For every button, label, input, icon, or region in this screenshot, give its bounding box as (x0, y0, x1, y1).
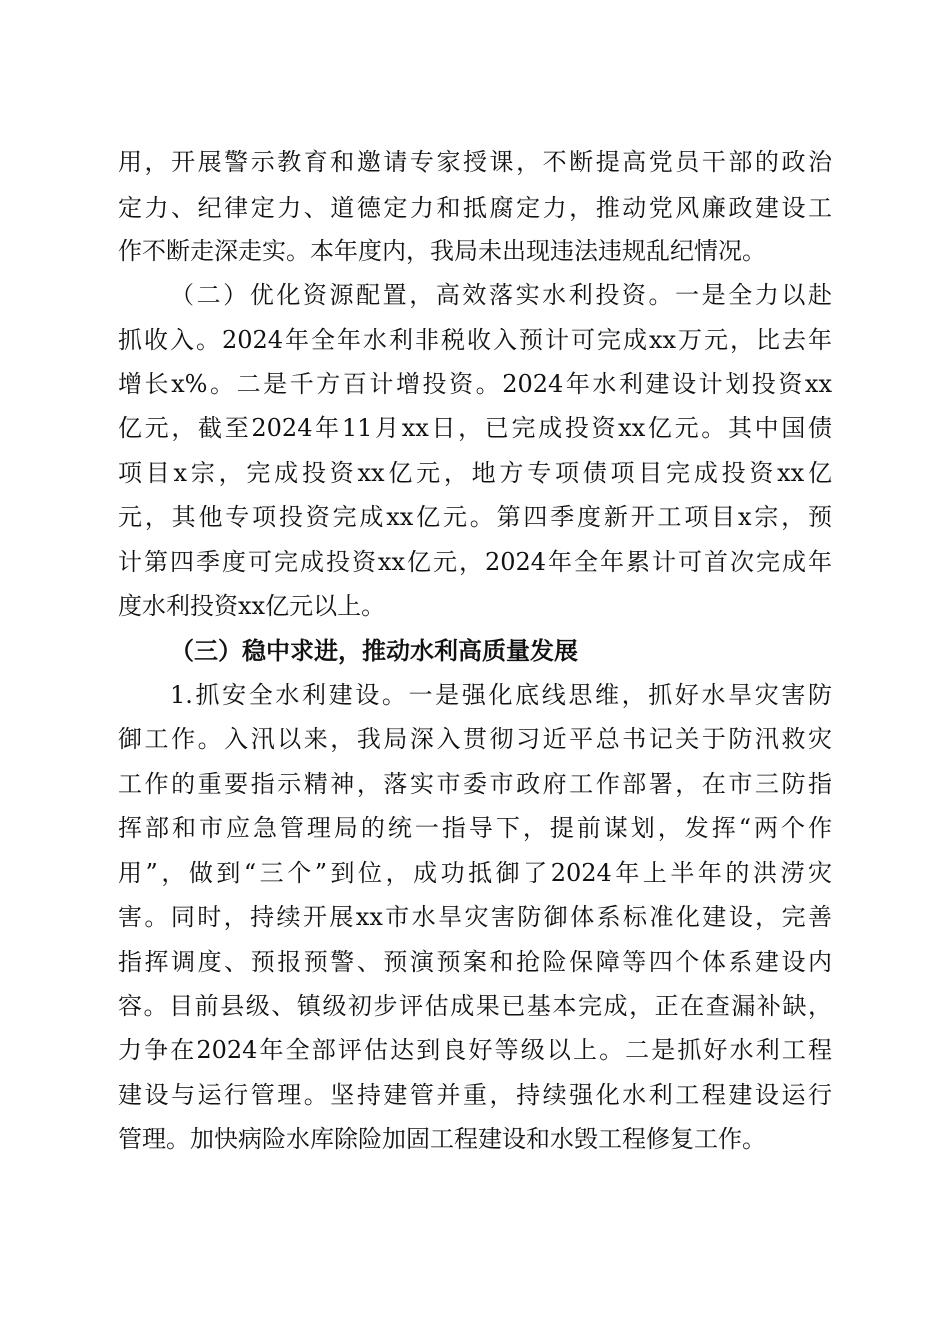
section-heading-3: （三）稳中求进，推动水利高质量发展 (170, 636, 578, 665)
paragraph-3-line-7: 指挥调度、预报预警、预演预案和抢险保障等四个体系建设内 (118, 948, 832, 976)
paragraph-2-line-5: 项目x宗，完成投资xx亿元，地方专项债项目完成投资xx亿 (118, 459, 832, 487)
paragraph-3-line-5: 用”，做到“三个”到位，成功抵御了2024年上半年的洪涝灾 (118, 859, 832, 887)
paragraph-2-line-3: 增长x%。二是千方百计增投资。2024年水利建设计划投资xx (118, 370, 832, 398)
paragraph-2-line-7: 计第四季度可完成投资xx亿元，2024年全年累计可首次完成年 (118, 548, 832, 576)
paragraph-3-line-4: 挥部和市应急管理局的统一指导下，提前谋划，发挥“两个作 (118, 814, 832, 842)
paragraph-3-line-6: 害。同时，持续开展xx市水旱灾害防御体系标准化建设，完善 (118, 903, 832, 931)
paragraph-3-line-9: 力争在2024年全部评估达到良好等级以上。二是抓好水利工程 (118, 1036, 832, 1064)
paragraph-2-line-6: 元，其他专项投资完成xx亿元。第四季度新开工项目x宗，预 (118, 503, 832, 531)
paragraph-3-line-10: 建设与运行管理。坚持建管并重，持续强化水利工程建设运行 (118, 1081, 832, 1109)
paragraph-3-line-11: 管理。加快病险水库除险加固工程建设和水毁工程修复工作。 (118, 1125, 766, 1153)
paragraph-2-line-8: 度水利投资xx亿元以上。 (118, 592, 386, 620)
paragraph-2-line-1: （二）优化资源配置，高效落实水利投资。一是全力以赴 (170, 281, 832, 309)
paragraph-1-line-2: 定力、纪律定力、道德定力和抵腐定力，推动党风廉政建设工 (118, 194, 832, 222)
paragraph-1-line-1: 用，开展警示教育和邀请专家授课，不断提高党员干部的政治 (118, 148, 832, 176)
paragraph-3-line-2: 御工作。入汛以来，我局深入贯彻习近平总书记关于防汛救灾 (118, 725, 832, 753)
paragraph-2-line-2: 抓收入。2024年全年水利非税收入预计可完成xx万元，比去年 (118, 326, 832, 354)
paragraph-2-line-4: 亿元，截至2024年11月xx日，已完成投资xx亿元。其中国债 (118, 414, 832, 442)
paragraph-1-line-3: 作不断走深走实。本年度内，我局未出现违法违规乱纪情况。 (118, 237, 766, 265)
paragraph-3-line-3: 工作的重要指示精神，落实市委市政府工作部署，在市三防指 (118, 770, 832, 798)
paragraph-3-line-8: 容。目前县级、镇级初步评估成果已基本完成，正在查漏补缺， (118, 992, 832, 1020)
paragraph-3-line-1: 1.抓安全水利建设。一是强化底线思维，抓好水旱灾害防 (170, 681, 832, 709)
